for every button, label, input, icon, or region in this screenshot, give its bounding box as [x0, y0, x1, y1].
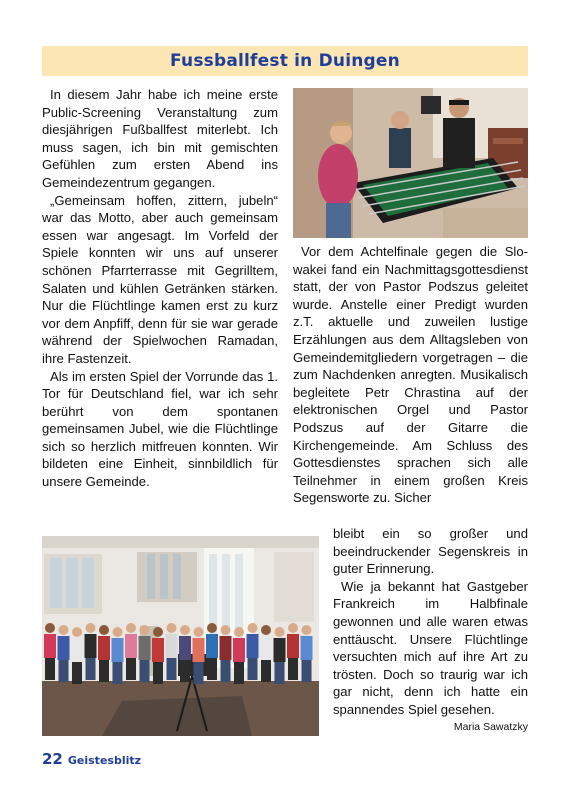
title-bar: [42, 46, 528, 76]
foosball-photo: [293, 88, 528, 238]
paragraph: „Gemeinsam hoffen, zittern, jubeln“ war das Motto, aber auch gemeinsam essen war angesagt. Im Vorfeld der Spiele konnten wir uns auf unserer schönen Pfarrterrasse mit Gegrilltem, Salaten und kühlen Getränken stärken. Nur die Flüchtlinge kamen erst zu kurz vor dem Anpfiff, denn für sie war gerade während der Spielwochen Ramadan, ihre Fastenzeit.: [42, 192, 278, 366]
church-group-photo: [42, 536, 319, 736]
paragraph: In diesem Jahr habe ich meine erste Public-Screening Veranstaltung zum diesjährigen Fußballfest miterlebt. Ich muss sagen, ich bin mit gemischten Gefühlen zum ersten Abend ins Gemeindezentrum gegangen.: [42, 87, 278, 190]
right-column-bottom: [333, 525, 528, 719]
paragraph: Vor dem Achtelfinale gegen die Slowakei fand ein Nachmittagsgottesdienst statt, der von Pastor Podszus geleitet wurde. Anstelle einer Predigt wurden z.T. aktuelle und zuweilen lustige Erzählungen aus dem Alltagsleben von Gemeindemitgliedern vorgetragen – die zum Nachdenken anregten. Musikalisch begleitete Petr Chrastina auf der elektronischen Orgel und Pastor Podszus auf der Gitarre die Kirchengemeinde. Am Schluss des Gottesdienstes sprachen sich alle Teilnehmer in einem großen Kreis Segensworte zu. Sicher: [293, 244, 528, 506]
left-column: [42, 86, 278, 491]
paragraph: [333, 525, 528, 578]
paragraph: Wie ja bekannt hat Gastgeber Frankreich im Halbfinale gewonnen und alle waren etwas enttäuscht. Unsere Flüchtlinge versuchten mich auf ihre Art zu trösten. Doch so traurig war ich gar nicht, denn ich hatte ein spannendes Spiel gesehen.: [333, 578, 528, 717]
page-footer: [42, 750, 141, 768]
right-column-top: [293, 243, 528, 507]
article-title: Fussballfest in Duingen: [170, 51, 400, 71]
paragraph: Als im ersten Spiel der Vorrunde das 1. Tor für Deutschland fiel, war ich sehr berührt von dem spontanen gemeinsamen Jubel, wie die Flüchtlinge sich so herzlich mitfreuen konnten. Wir bildeten eine Einheit, sinnbildlich für unsere Gemeinde.: [42, 368, 278, 490]
page-number: 22: [42, 750, 63, 768]
magazine-name: Geistesblitz: [67, 754, 142, 767]
author-signature: Maria Sawatzky: [453, 721, 528, 733]
paragraph-fragment: bleibt ein so großer und beeindruckender Segenskreis in guter Erinnerung.: [333, 526, 528, 577]
